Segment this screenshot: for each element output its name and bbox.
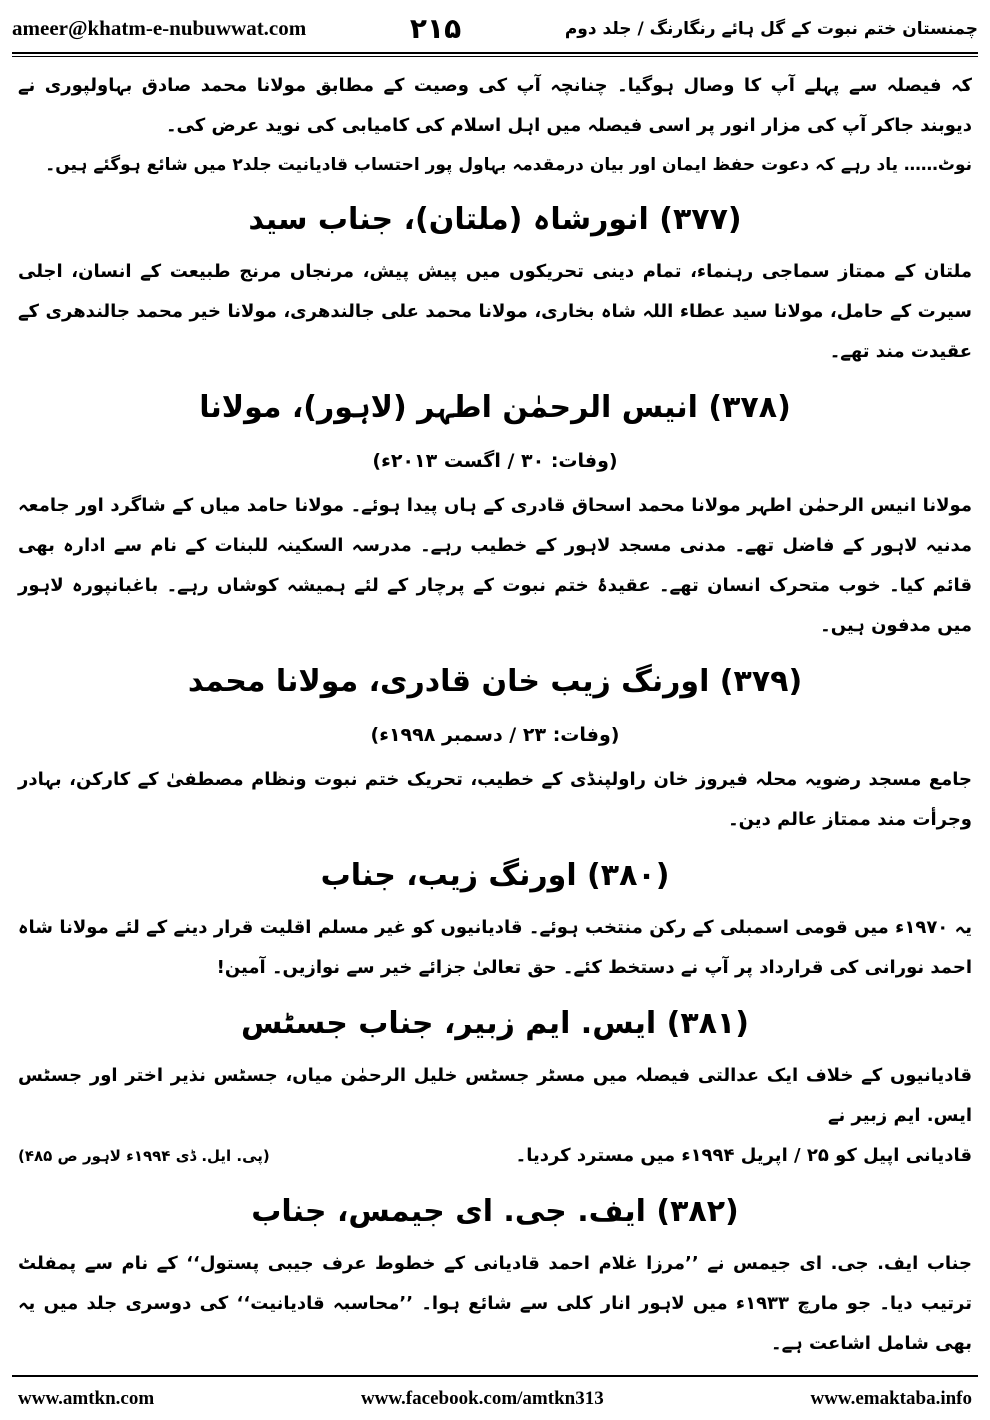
page-content — [18, 66, 972, 1366]
entry-body-380: یہ ۱۹۷۰ء میں قومی اسمبلی کے رکن منتخب ہوئے۔ قادیانیوں کو غیر مسلم اقلیت قرار دینے کے لئے مولانا شاہ احمد نورانی کی قرارداد پر آپ نے دستخط کئے۔ حق تعالیٰ جزائے خیر سے نوازیں۔ آمین! — [18, 917, 972, 978]
entry-body-382: جناب ایف. جی. ای جیمس نے ’’مرزا غلام احمد قادیانی کے خطوط عرف جیبی پستول‘‘ کے نام سے پمفلٹ ترتیب دیا۔ جو مارچ ۱۹۳۳ء میں لاہور انار کلی سے شائع ہوا۔ ’’محاسبہ قادیانیت‘‘ کی دوسری جلد میں یہ بھی شامل اشاعت ہے۔ — [18, 1253, 973, 1354]
entry-last-line-381 — [18, 1136, 972, 1176]
entry-heading-379: (۳۷۹) اورنگ زیب خان قادری، مولانا محمد — [187, 664, 803, 699]
entry-body-381-last: قادیانی اپیل کو ۲۵ / اپریل ۱۹۹۴ء میں مسترد کردیا۔ — [515, 1145, 972, 1166]
intro-paragraph: کہ فیصلہ سے پہلے آپ کا وصال ہوگیا۔ چنانچہ آپ کی وصیت کے مطابق مولانا محمد صادق بہاولپوری نے دیوبند جاکر آپ کی مزار انور پر اسی فیصلہ میں اہل اسلام کی کامیابی کی نوید عرض کی۔ — [18, 75, 972, 136]
entry-date-379: (وفات: ۲۳ / دسمبر ۱۹۹۸ء) — [370, 724, 620, 746]
header-rule — [12, 52, 978, 54]
footer-link-facebook[interactable]: www.facebook.com/amtkn313 — [360, 1388, 604, 1409]
entry-date-378: (وفات: ۳۰ / اگست ۲۰۱۳ء) — [372, 450, 618, 472]
entry-body-377: ملتان کے ممتاز سماجی رہنماء، تمام دینی تحریکوں میں پیش پیش، مرنجاں مرنج طبیعت کے انسان، اجلی سیرت کے حامل، مولانا سید عطاء اللہ شاہ بخاری، مولانا محمد علی جالندھری، مولانا خیر محمد جالندھری کے عقیدت مند تھے۔ — [18, 261, 972, 362]
entry-heading-378: (۳۷۸) انیس الرحمٰن اطہر (لاہور)، مولانا — [199, 390, 791, 425]
entry-heading-380: (۳۸۰) اورنگ زیب، جناب — [320, 858, 670, 893]
entry-heading-381: (۳۸۱) ایس. ایم زبیر، جناب جسٹس — [241, 1006, 749, 1041]
entry-body-379: جامع مسجد رضویہ محلہ فیروز خان راولپنڈی کے خطیب، تحریک ختم نبوت ونظام مصطفیٰ کے کارکن، بہادر وجرأت مند ممتاز عالم دین۔ — [18, 769, 972, 830]
page-number: ۲۱۵ — [409, 11, 462, 45]
header-rule-thin — [12, 56, 978, 57]
entry-body-378: مولانا انیس الرحمٰن اطہر مولانا محمد اسحاق قادری کے ہاں پیدا ہوئے۔ مولانا حامد میاں کے شاگرد اور جامعہ مدنیہ لاہور کے فاضل تھے۔ مدنی مسجد لاہور کے خطیب رہے۔ مدرسہ السکینہ للبنات کے نام سے ادارہ بھی قائم کیا۔ خوب متحرک انسان تھے۔ عقیدۂ ختم نبوت کے پرچار کے لئے ہمیشہ کوشاں رہے۔ باغبانپورہ لاہور میں مدفون ہیں۔ — [18, 495, 972, 636]
entry-reference-381: (پی. ایل. ڈی ۱۹۹۴ء لاہور ص ۴۸۵) — [18, 1147, 270, 1165]
entry-heading-382: (۳۸۲) ایف. جی. ای جیمس، جناب — [251, 1194, 739, 1229]
footer-link-amtkn[interactable]: www.amtkn.com — [18, 1388, 155, 1409]
book-title: چمنستان ختم نبوت کے گل ہائے رنگارنگ / جلد دوم — [564, 18, 978, 39]
header-email[interactable]: ameer@khatm-e-nubuwwat.com — [12, 15, 307, 40]
footer-link-emaktaba[interactable]: www.emaktaba.info — [810, 1388, 972, 1409]
entry-heading-377: (۳۷۷) انورشاہ (ملتان)، جناب سید — [248, 202, 742, 237]
entry-body-381: قادیانیوں کے خلاف ایک عدالتی فیصلہ میں مسٹر جسٹس خلیل الرحمٰن میاں، جسٹس نذیر اختر اور جسٹس ایس. ایم زبیر نے — [18, 1065, 972, 1126]
page-header — [12, 8, 978, 48]
page-footer — [18, 1384, 972, 1414]
footer-rule — [12, 1375, 978, 1377]
intro-note: نوٹ…… یاد رہے کہ دعوت حفظ ایمان اور بیان درمقدمہ بہاول پور احتساب قادیانیت جلد۲ میں شائع ہوگئے ہیں۔ — [45, 155, 972, 175]
